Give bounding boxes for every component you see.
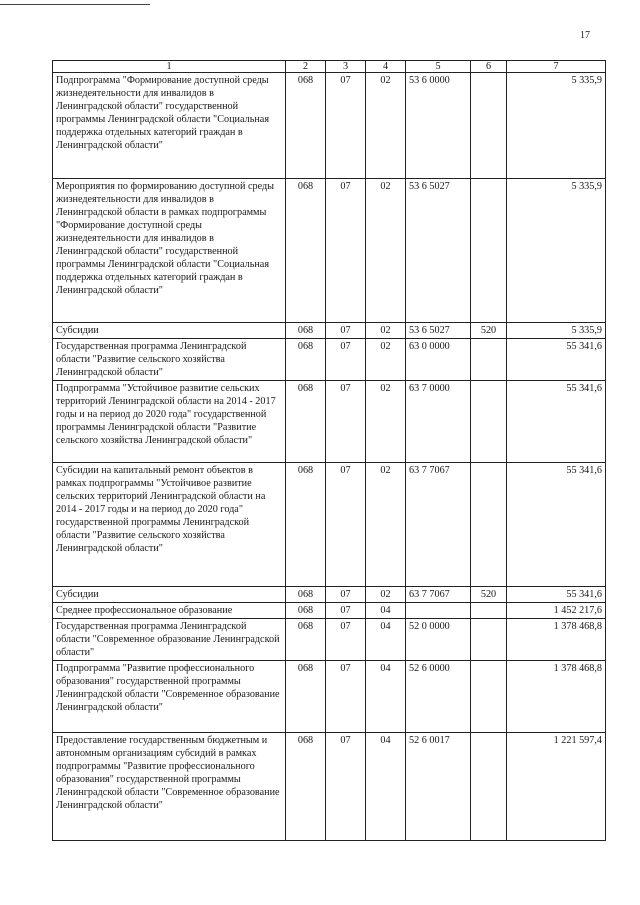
row-amount: 1 378 468,8 bbox=[507, 661, 606, 733]
row-amount: 1 221 597,4 bbox=[507, 733, 606, 841]
row-target-article: 63 7 7067 bbox=[406, 587, 471, 603]
row-section-code: 07 bbox=[326, 587, 366, 603]
table-row bbox=[53, 323, 606, 339]
row-expense-type bbox=[471, 619, 507, 661]
row-admin-code: 068 bbox=[286, 661, 326, 733]
row-admin-code: 068 bbox=[286, 179, 326, 323]
row-target-article: 52 6 0017 bbox=[406, 733, 471, 841]
row-admin-code: 068 bbox=[286, 619, 326, 661]
row-expense-type bbox=[471, 463, 507, 587]
row-name: Предоставление государственным бюджетным и автономным организациям субсидий в рамках подпрограммы "Развитие профессионального образования" государственной программы Ленинградской области "Современное образование Ленинградской области" bbox=[53, 733, 286, 841]
row-expense-type bbox=[471, 661, 507, 733]
row-subsection-code: 04 bbox=[366, 603, 406, 619]
table-row bbox=[53, 733, 606, 841]
row-expense-type bbox=[471, 603, 507, 619]
row-name: Субсидии bbox=[53, 323, 286, 339]
row-name: Подпрограмма "Устойчивое развитие сельских территорий Ленинградской области на 2014 - 2017 годы и на период до 2020 года" государственной программы Ленинградской области "Развитие сельского хозяйства Ленинградской области" bbox=[53, 381, 286, 463]
row-admin-code: 068 bbox=[286, 587, 326, 603]
table-row bbox=[53, 603, 606, 619]
row-amount: 55 341,6 bbox=[507, 381, 606, 463]
table-row bbox=[53, 463, 606, 587]
row-expense-type bbox=[471, 733, 507, 841]
row-admin-code: 068 bbox=[286, 339, 326, 381]
row-admin-code: 068 bbox=[286, 463, 326, 587]
row-expense-type bbox=[471, 339, 507, 381]
row-name: Мероприятия по формированию доступной среды жизнедеятельности для инвалидов в Ленинградской области в рамках подпрограммы "Формирование доступной среды жизнедеятельности для инвалидов в Ленинградской области" государственной программы Ленинградской области "Социальная поддержка отдельных категорий граждан в Ленинградской области" bbox=[53, 179, 286, 323]
row-expense-type bbox=[471, 73, 507, 179]
top-edge-line bbox=[0, 4, 150, 5]
col-header: 6 bbox=[471, 61, 507, 73]
col-header: 7 bbox=[507, 61, 606, 73]
row-amount: 1 452 217,6 bbox=[507, 603, 606, 619]
row-subsection-code: 04 bbox=[366, 619, 406, 661]
row-subsection-code: 04 bbox=[366, 733, 406, 841]
col-header: 4 bbox=[366, 61, 406, 73]
page-number: 17 bbox=[580, 30, 590, 41]
row-target-article: 63 7 0000 bbox=[406, 381, 471, 463]
row-amount: 55 341,6 bbox=[507, 463, 606, 587]
col-header: 2 bbox=[286, 61, 326, 73]
row-section-code: 07 bbox=[326, 603, 366, 619]
row-section-code: 07 bbox=[326, 339, 366, 381]
table-row bbox=[53, 339, 606, 381]
row-amount: 5 335,9 bbox=[507, 179, 606, 323]
row-admin-code: 068 bbox=[286, 381, 326, 463]
row-target-article: 63 0 0000 bbox=[406, 339, 471, 381]
row-section-code: 07 bbox=[326, 73, 366, 179]
row-section-code: 07 bbox=[326, 733, 366, 841]
budget-table bbox=[52, 60, 606, 841]
row-section-code: 07 bbox=[326, 381, 366, 463]
row-name: Государственная программа Ленинградской области "Современное образование Ленинградской области" bbox=[53, 619, 286, 661]
row-expense-type bbox=[471, 179, 507, 323]
row-name: Государственная программа Ленинградской области "Развитие сельского хозяйства Ленинградской области" bbox=[53, 339, 286, 381]
row-target-article bbox=[406, 603, 471, 619]
row-expense-type: 520 bbox=[471, 323, 507, 339]
row-amount: 55 341,6 bbox=[507, 587, 606, 603]
row-section-code: 07 bbox=[326, 619, 366, 661]
row-subsection-code: 02 bbox=[366, 179, 406, 323]
row-subsection-code: 02 bbox=[366, 339, 406, 381]
row-admin-code: 068 bbox=[286, 603, 326, 619]
row-name: Подпрограмма "Развитие профессионального образования" государственной программы Ленинградской области "Современное образование Ленинградской области" bbox=[53, 661, 286, 733]
row-section-code: 07 bbox=[326, 463, 366, 587]
row-amount: 5 335,9 bbox=[507, 323, 606, 339]
row-amount: 55 341,6 bbox=[507, 339, 606, 381]
table-row bbox=[53, 661, 606, 733]
row-name: Субсидии bbox=[53, 587, 286, 603]
table-row bbox=[53, 381, 606, 463]
row-name: Среднее профессиональное образование bbox=[53, 603, 286, 619]
table-row bbox=[53, 179, 606, 323]
row-subsection-code: 02 bbox=[366, 463, 406, 587]
row-expense-type bbox=[471, 381, 507, 463]
row-admin-code: 068 bbox=[286, 73, 326, 179]
table-row bbox=[53, 73, 606, 179]
row-amount: 5 335,9 bbox=[507, 73, 606, 179]
row-amount: 1 378 468,8 bbox=[507, 619, 606, 661]
row-subsection-code: 02 bbox=[366, 587, 406, 603]
row-admin-code: 068 bbox=[286, 323, 326, 339]
row-target-article: 52 0 0000 bbox=[406, 619, 471, 661]
row-section-code: 07 bbox=[326, 179, 366, 323]
row-target-article: 53 6 5027 bbox=[406, 179, 471, 323]
row-subsection-code: 04 bbox=[366, 661, 406, 733]
row-name: Субсидии на капитальный ремонт объектов в рамках подпрограммы "Устойчивое развитие сельских территорий Ленинградской области на 2014 - 2017 годы и на период до 2020 года" государственной программы Ленинградской области "Развитие сельского хозяйства Ленинградской области" bbox=[53, 463, 286, 587]
row-name: Подпрограмма "Формирование доступной среды жизнедеятельности для инвалидов в Ленинградской области" государственной программы Ленинградской области "Социальная поддержка отдельных категорий граждан в Ленинградской области" bbox=[53, 73, 286, 179]
row-subsection-code: 02 bbox=[366, 323, 406, 339]
row-expense-type: 520 bbox=[471, 587, 507, 603]
row-subsection-code: 02 bbox=[366, 381, 406, 463]
col-header: 1 bbox=[53, 61, 286, 73]
col-header: 5 bbox=[406, 61, 471, 73]
row-target-article: 53 6 5027 bbox=[406, 323, 471, 339]
row-admin-code: 068 bbox=[286, 733, 326, 841]
row-target-article: 52 6 0000 bbox=[406, 661, 471, 733]
row-target-article: 53 6 0000 bbox=[406, 73, 471, 179]
table-row bbox=[53, 587, 606, 603]
row-target-article: 63 7 7067 bbox=[406, 463, 471, 587]
row-section-code: 07 bbox=[326, 323, 366, 339]
table-row bbox=[53, 619, 606, 661]
header-row bbox=[53, 61, 606, 73]
row-section-code: 07 bbox=[326, 661, 366, 733]
col-header: 3 bbox=[326, 61, 366, 73]
row-subsection-code: 02 bbox=[366, 73, 406, 179]
